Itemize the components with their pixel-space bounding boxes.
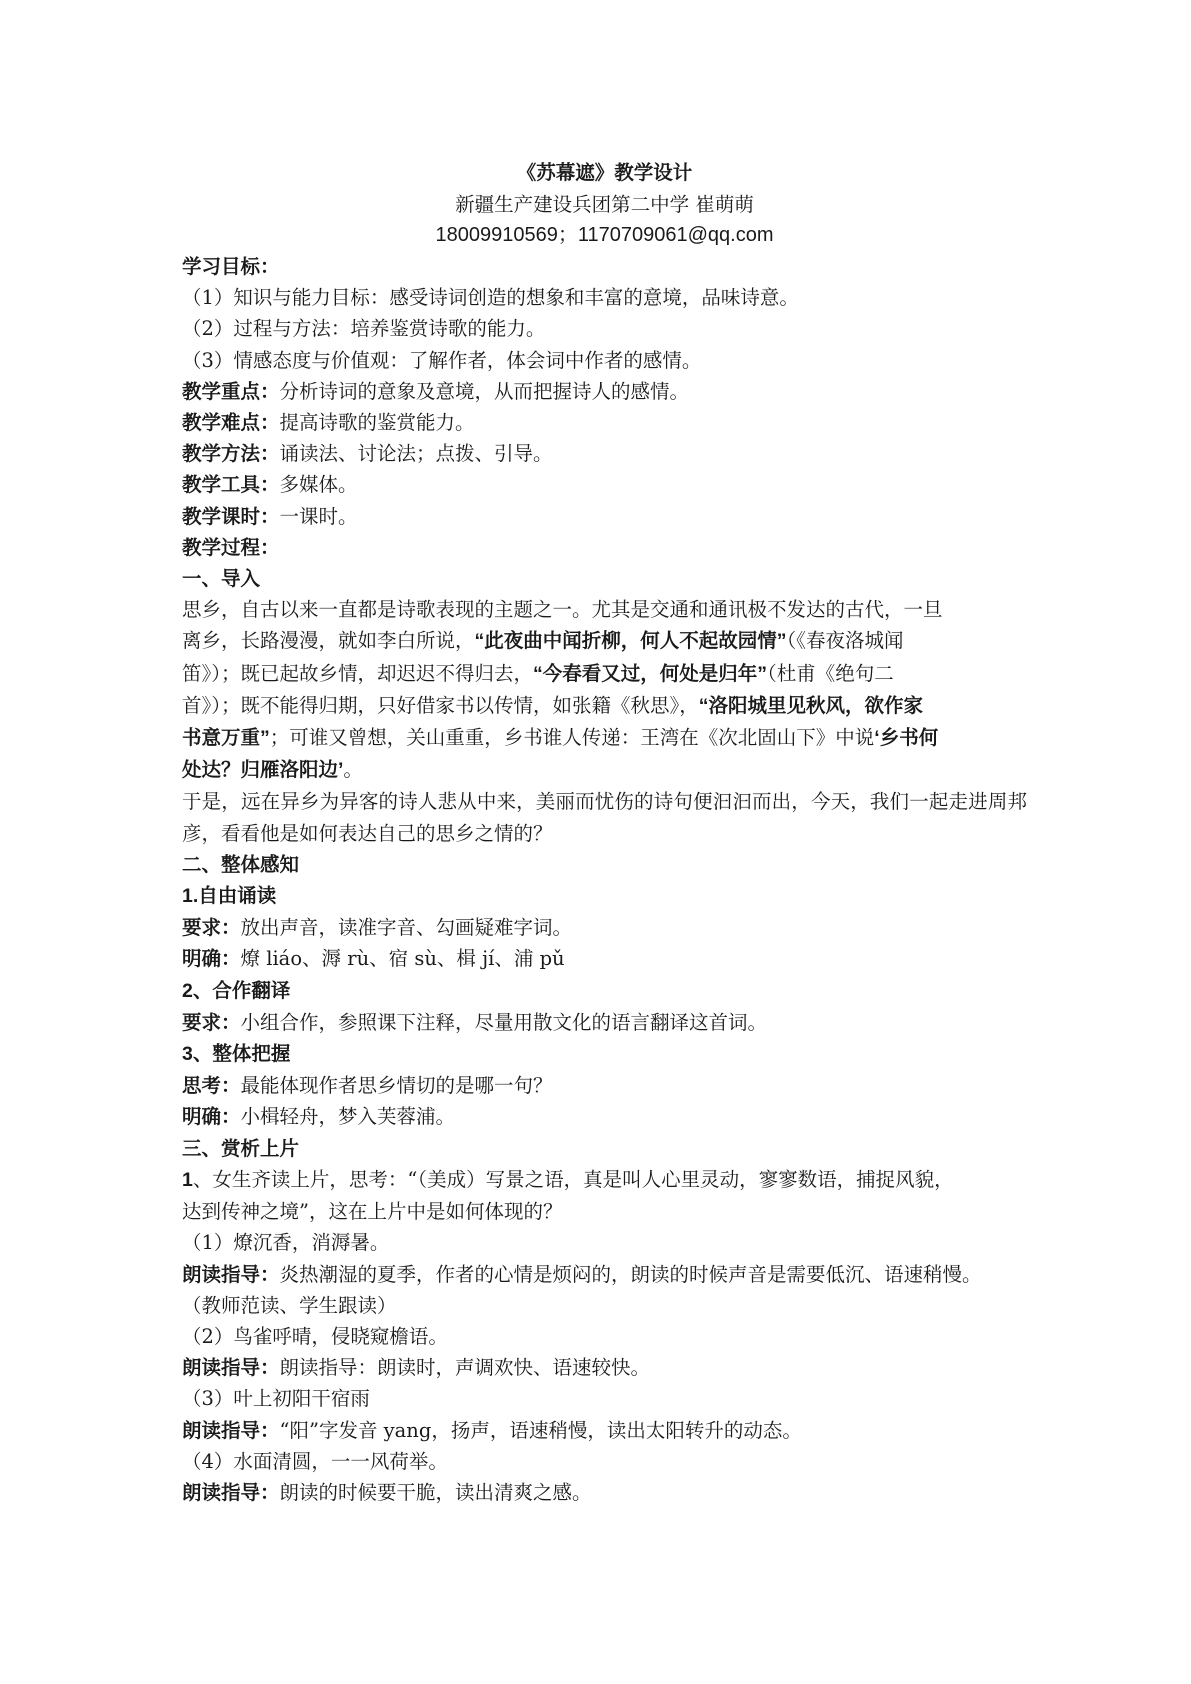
objective-item: （3）情感态度与价值观：了解作者，体会词中作者的感情。 [182, 348, 702, 372]
poem-quote: ‘乡书何 [874, 727, 939, 750]
subsection-heading [182, 880, 1027, 912]
subsection-number: 2 [182, 979, 193, 1002]
intro-text: 笛》）；既已起故乡情，却迟迟不得归去， [182, 661, 534, 685]
reading-guide [182, 1352, 1027, 1383]
meta-label: 教学课时： [182, 504, 280, 528]
section-heading-analysis: 三、赏析上片 [182, 1136, 300, 1160]
analysis-question-line [182, 1164, 1027, 1196]
row-label: 明确： [182, 947, 241, 971]
section-heading-intro: 一、导入 [182, 567, 261, 591]
meta-row-tools [182, 469, 1027, 500]
answer-row [182, 943, 1027, 974]
intro-text: 离乡，长路漫漫，就如李白所说， [182, 629, 475, 653]
row-label: 要求： [182, 916, 241, 940]
requirement-row [182, 912, 1027, 943]
guide-text: 炎热潮湿的夏季，作者的心情是烦闷的，朗读的时候声音是需要低沉、语速稍慢。 [279, 1262, 982, 1286]
reading-note: （教师范读、学生跟读） [182, 1293, 397, 1317]
poem-line: （4）水面清圆，一一风荷举。 [182, 1449, 448, 1473]
intro-line [182, 625, 1027, 657]
question-row [182, 1070, 1027, 1101]
guide-label: 朗读指导： [182, 1480, 280, 1504]
section-heading-overall: 二、整体感知 [182, 852, 300, 876]
row-text: 小楫轻舟，梦入芙蓉浦。 [240, 1105, 456, 1129]
meta-value: 提高诗歌的鉴赏能力。 [279, 411, 475, 435]
meta-label: 教学难点： [182, 411, 280, 435]
meta-value: 多媒体。 [279, 473, 358, 497]
meta-value: 诵读法、讨论法；点拨、引导。 [279, 442, 553, 466]
guide-text: “阳”字发音 yang，扬声，语速稍慢，读出太阳转升的动态。 [279, 1418, 802, 1442]
poem-quote: 处达？归雁洛阳边’ [182, 759, 344, 782]
intro-text: （杜甫《绝句二 [767, 661, 894, 685]
intro-text: 。 [343, 758, 363, 782]
row-text: 放出声音，读准字音、勾画疑难字词。 [240, 916, 573, 940]
row-text: 燎 liáo、溽 rù、宿 sù、楫 jí、浦 pǔ [240, 947, 565, 971]
meta-value: 一课时。 [279, 504, 358, 528]
question-number: 1 [182, 1168, 193, 1191]
poem-quote: 书意万重” [182, 727, 270, 750]
requirement-row [182, 1007, 1027, 1038]
subsection-title: 、整体把握 [192, 1042, 291, 1066]
row-text: 最能体现作者思乡情切的是哪一句？ [240, 1074, 553, 1098]
subsection-number: 3 [182, 1043, 193, 1066]
guide-label: 朗读指导： [182, 1418, 280, 1442]
poem-line: （2）鸟雀呼晴，侵晓窥檐语。 [182, 1324, 448, 1348]
intro-text: ；可谁又曾想，关山重重，乡书谁人传递：王湾在《次北固山下》中说 [269, 726, 875, 750]
meta-row-method [182, 438, 1027, 469]
row-label: 思考： [182, 1074, 241, 1098]
meta-label: 教学工具： [182, 473, 280, 497]
intro-line [182, 658, 1027, 690]
meta-row-difficulty [182, 407, 1027, 438]
objective-item: （1）知识与能力目标：感受诗词创造的想象和丰富的意境，品味诗意。 [182, 286, 799, 310]
reading-guide [182, 1477, 1027, 1508]
intro-line [182, 754, 1027, 786]
guide-text: 朗读指导：朗读时，声调欢快、语速较快。 [279, 1356, 651, 1380]
analysis-question-line: 达到传神之境”，这在上片中是如何体现的？ [182, 1200, 563, 1224]
document-body [182, 157, 1027, 1508]
subsection-title: 、合作翻译 [192, 978, 291, 1002]
meta-label: 教学重点： [182, 379, 280, 403]
intro-paragraph: 于是，远在异乡为异客的诗人悲从中来，美丽而忧伤的诗句便汩汩而出，今天，我们一起走进周邦彦，看看他是如何表达自己的思乡之情的？ [182, 790, 1027, 845]
subsection-title: 自由诵读 [198, 884, 277, 908]
answer-row [182, 1101, 1027, 1132]
process-heading: 教学过程： [182, 535, 280, 559]
poem-line: （1）燎沉香，消溽暑。 [182, 1231, 390, 1255]
row-text: 小组合作，参照课下注释，尽量用散文化的语言翻译这首词。 [240, 1010, 768, 1034]
row-label: 要求： [182, 1010, 241, 1034]
intro-text: 思乡，自古以来一直都是诗歌表现的主题之一。尤其是交通和通讯极不发达的古代，一旦 [182, 598, 943, 622]
poem-quote: “今春看又过，何处是归年” [533, 662, 768, 685]
meta-label: 教学方法： [182, 442, 280, 466]
row-label: 明确： [182, 1105, 241, 1129]
subsection-number: 1. [182, 885, 199, 908]
question-text: 、女生齐读上片，思考：“（美成）写景之语，真是叫人心里灵动，寥寥数语，捕捉风貌， [192, 1167, 954, 1191]
poem-quote: “此夜曲中闻折柳，何人不起故园情” [474, 630, 787, 653]
intro-text: 首》）；既不能得归期，只好借家书以传情，如张籍《秋思》， [182, 693, 699, 717]
meta-row-hours [182, 501, 1027, 532]
guide-label: 朗读指导： [182, 1262, 280, 1286]
objectives-heading: 学习目标： [182, 255, 280, 278]
author-line: 新疆生产建设兵团第二中学 崔萌萌 [455, 193, 754, 216]
intro-text: （《春夜洛城闻 [786, 629, 904, 653]
contact-line: 18009910569；1170709061@qq.com [435, 224, 774, 246]
guide-text: 朗读的时候要干脆，读出清爽之感。 [279, 1480, 592, 1504]
subsection-heading [182, 975, 1027, 1007]
document-title: 《苏幕遮》教学设计 [516, 161, 693, 184]
meta-row-focus [182, 376, 1027, 407]
meta-value: 分析诗词的意象及意境，从而把握诗人的感情。 [279, 379, 690, 403]
objective-item: （2）过程与方法：培养鉴赏诗歌的能力。 [182, 317, 546, 341]
reading-guide [182, 1415, 1027, 1446]
subsection-heading [182, 1038, 1027, 1070]
poem-line: （3）叶上初阳干宿雨 [182, 1387, 370, 1411]
reading-guide [182, 1259, 1027, 1290]
guide-label: 朗读指导： [182, 1356, 280, 1380]
intro-line [182, 690, 1027, 722]
intro-line [182, 594, 1027, 625]
poem-quote: “洛阳城里见秋风，欲作家 [698, 694, 924, 717]
intro-line [182, 722, 1027, 754]
